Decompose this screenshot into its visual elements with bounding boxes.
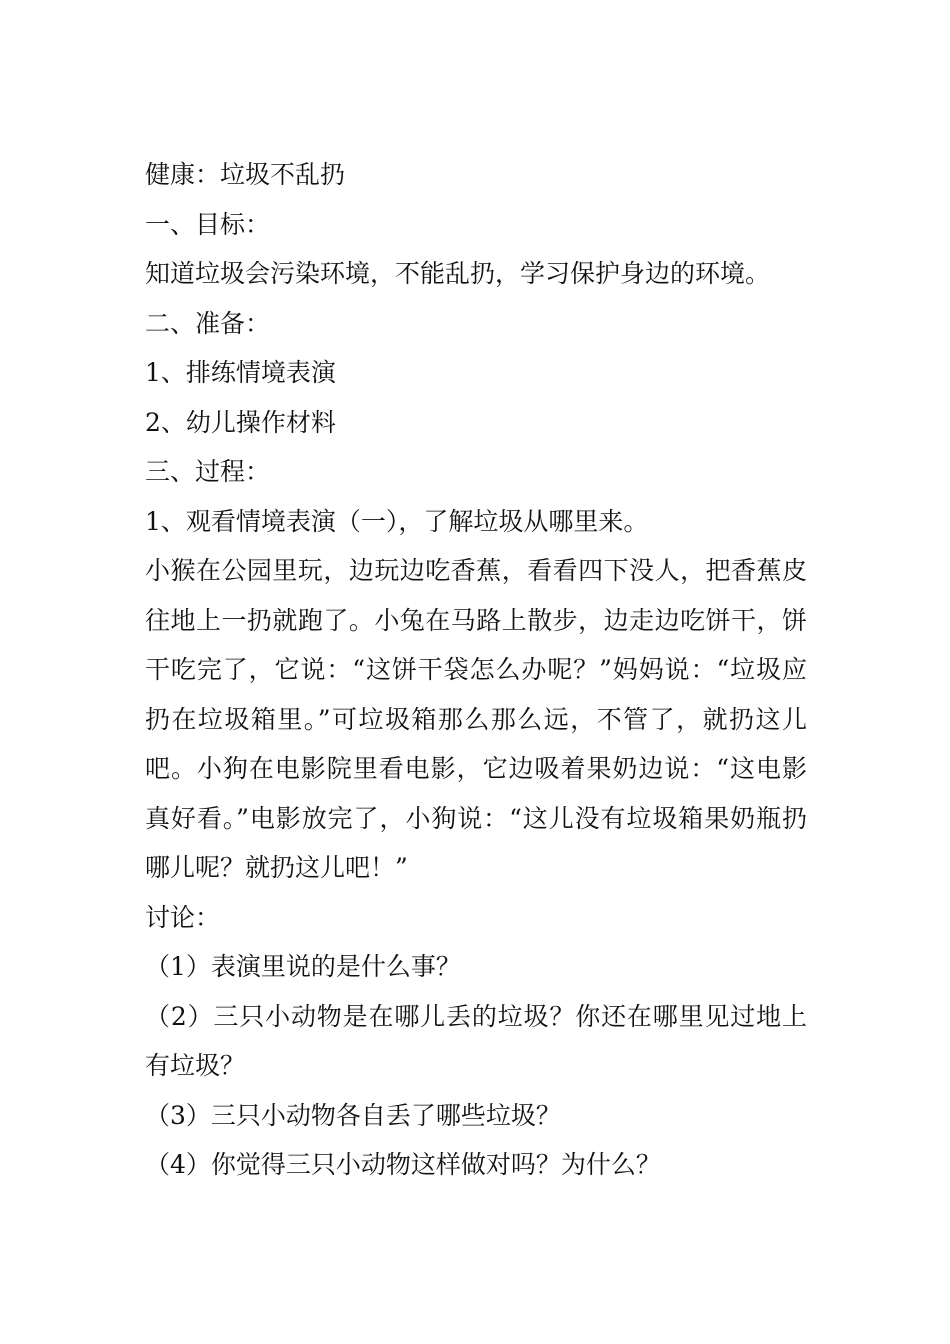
section-heading-goals: 一、目标： [145, 209, 271, 239]
prep-item: 1、排练情境表演 [145, 358, 336, 387]
process-step-1: 1、观看情境表演（一），了解垃圾从哪里来。 [145, 506, 649, 536]
document-body [145, 150, 807, 1190]
section-heading-process: 三、过程： [145, 457, 271, 486]
section-heading-preparation: 二、准备： [145, 308, 271, 338]
story-paragraph: 小猴在公园里玩，边玩边吃香蕉，看看四下没人，把香蕉皮往地上一扔就跑了。小兔在马路上散步，边走边吃饼干，饼干吃完了，它说：“这饼干袋怎么办呢？”妈妈说：“垃圾应扔在垃圾箱里。”可垃圾箱那么那么远，不管了，就扔这儿吧。小狗在电影院里看电影，它边吸着果奶边说：“这电影真好看。”电影放完了，小狗说：“这儿没有垃圾箱果奶瓶扔哪儿呢？就扔这儿吧！” [145, 556, 807, 882]
discussion-heading: 讨论： [145, 902, 221, 932]
discussion-question: （1）表演里说的是什么事？ [145, 952, 461, 981]
discussion-question: （3）三只小动物各自丢了哪些垃圾？ [145, 1100, 561, 1130]
goal-text: 知道垃圾会污染环境，不能乱扔，学习保护身边的环境。 [145, 259, 771, 288]
discussion-question: （2）三只小动物是在哪儿丢的垃圾？你还在哪里见过地上有垃圾？ [145, 1001, 807, 1080]
document-title: 健康：垃圾不乱扔 [145, 160, 346, 189]
prep-item: 2、幼儿操作材料 [145, 407, 336, 437]
discussion-question: （4）你觉得三只小动物这样做对吗？为什么？ [145, 1150, 661, 1179]
